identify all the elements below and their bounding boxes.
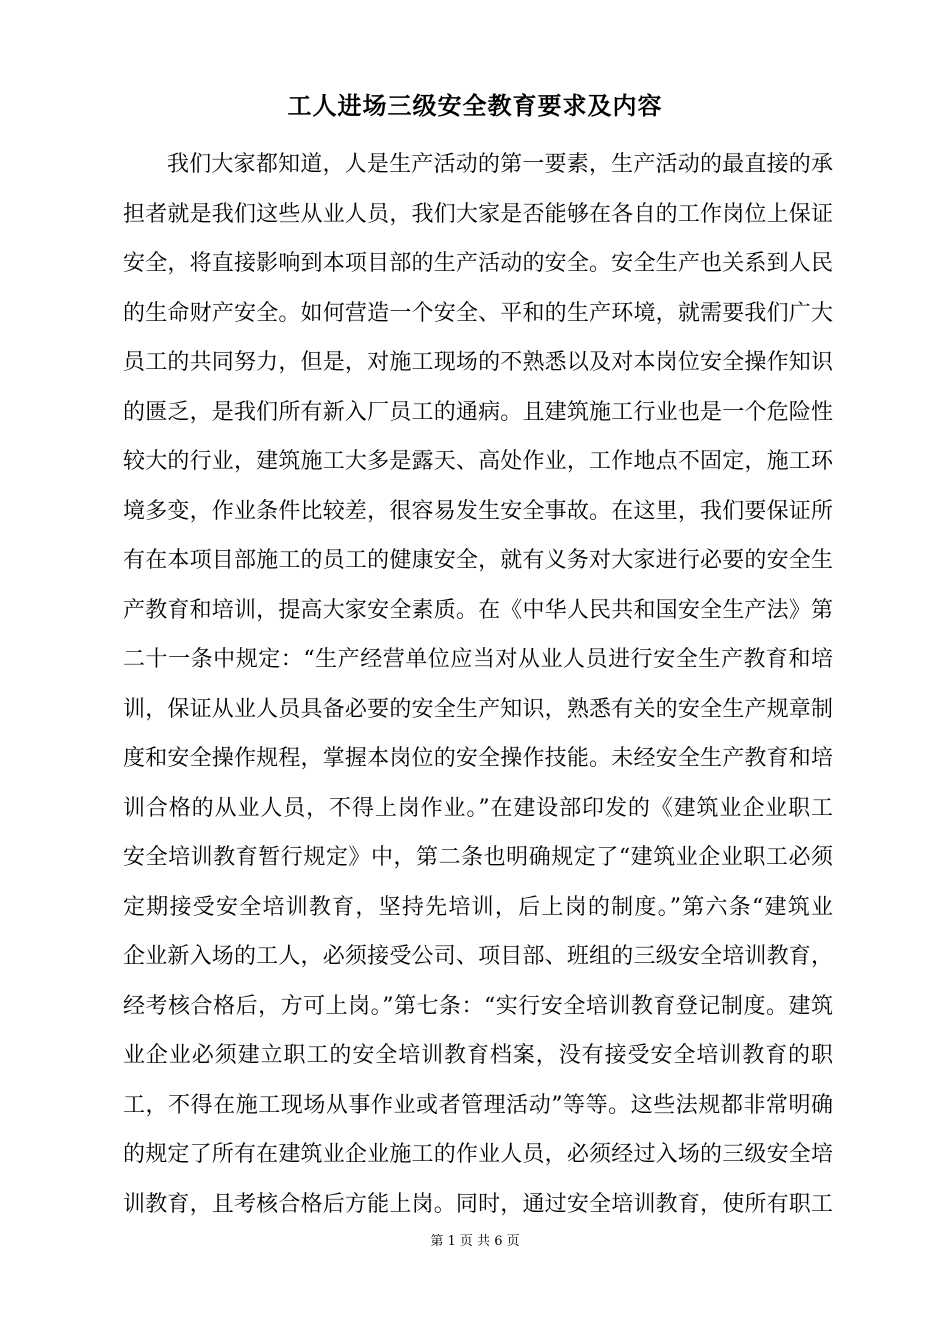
- body-line: 训教育，且考核合格后方能上岗。同时，通过安全培训教育，使所有职工: [123, 1191, 833, 1217]
- body-line: 的规定了所有在建筑业企业施工的作业人员，必须经过入场的三级安全培: [123, 1142, 833, 1167]
- body-line: 二十一条中规定：“生产经营单位应当对从业人员进行安全生产教育和培: [123, 647, 833, 672]
- body-line: 较大的行业，建筑施工大多是露天、高处作业，工作地点不固定，施工环: [123, 449, 833, 474]
- body-line: 企业新入场的工人，必须接受公司、项目部、班组的三级安全培训教育，: [123, 944, 833, 969]
- body-line: 工，不得在施工现场从事作业或者管理活动”等等。这些法规都非常明确: [123, 1092, 833, 1118]
- body-line: 有在本项目部施工的员工的健康安全，就有义务对大家进行必要的安全生: [123, 548, 833, 573]
- page-footer: 第 1 页 共 6 页: [430, 1234, 520, 1249]
- document-title: 工人进场三级安全教育要求及内容: [287, 91, 663, 120]
- body-line: 的匮乏，是我们所有新入厂员工的通病。且建筑施工行业也是一个危险性: [123, 399, 833, 425]
- body-line: 产教育和培训，提高大家安全素质。在《中华人民共和国安全生产法》第: [123, 597, 833, 623]
- body-line: 训，保证从业人员具备必要的安全生产知识，熟悉有关的安全生产规章制: [123, 696, 833, 722]
- body-line: 业企业必须建立职工的安全培训教育档案，没有接受安全培训教育的职: [123, 1043, 833, 1068]
- body-line: 训合格的从业人员，不得上岗作业。”在建设部印发的《建筑业企业职工: [123, 795, 833, 821]
- body-line: 经考核合格后，方可上岗。”第七条：“实行安全培训教育登记制度。建筑: [123, 993, 833, 1019]
- body-line: 境多变，作业条件比较差，很容易发生安全事故。在这里，我们要保证所: [123, 498, 833, 524]
- body-line: 安全，将直接影响到本项目部的生产活动的安全。安全生产也关系到人民: [123, 251, 833, 276]
- document-body: [123, 140, 833, 1229]
- body-line: 安全培训教育暂行规定》中，第二条也明确规定了“建筑业企业职工必须: [123, 845, 833, 870]
- body-line: 度和安全操作规程，掌握本岗位的安全操作技能。未经安全生产教育和培: [123, 746, 833, 771]
- body-line: 员工的共同努力，但是，对施工现场的不熟悉以及对本岗位安全操作知识: [123, 350, 833, 375]
- body-line: 的生命财产安全。如何营造一个安全、平和的生产环境，就需要我们广大: [123, 300, 833, 326]
- body-line: 定期接受安全培训教育，坚持先培训，后上岗的制度。”第六条“建筑业: [123, 894, 833, 920]
- body-line: 担者就是我们这些从业人员，我们大家是否能够在各自的工作岗位上保证: [123, 201, 833, 227]
- body-line: 我们大家都知道，人是生产活动的第一要素，生产活动的最直接的承: [167, 152, 833, 177]
